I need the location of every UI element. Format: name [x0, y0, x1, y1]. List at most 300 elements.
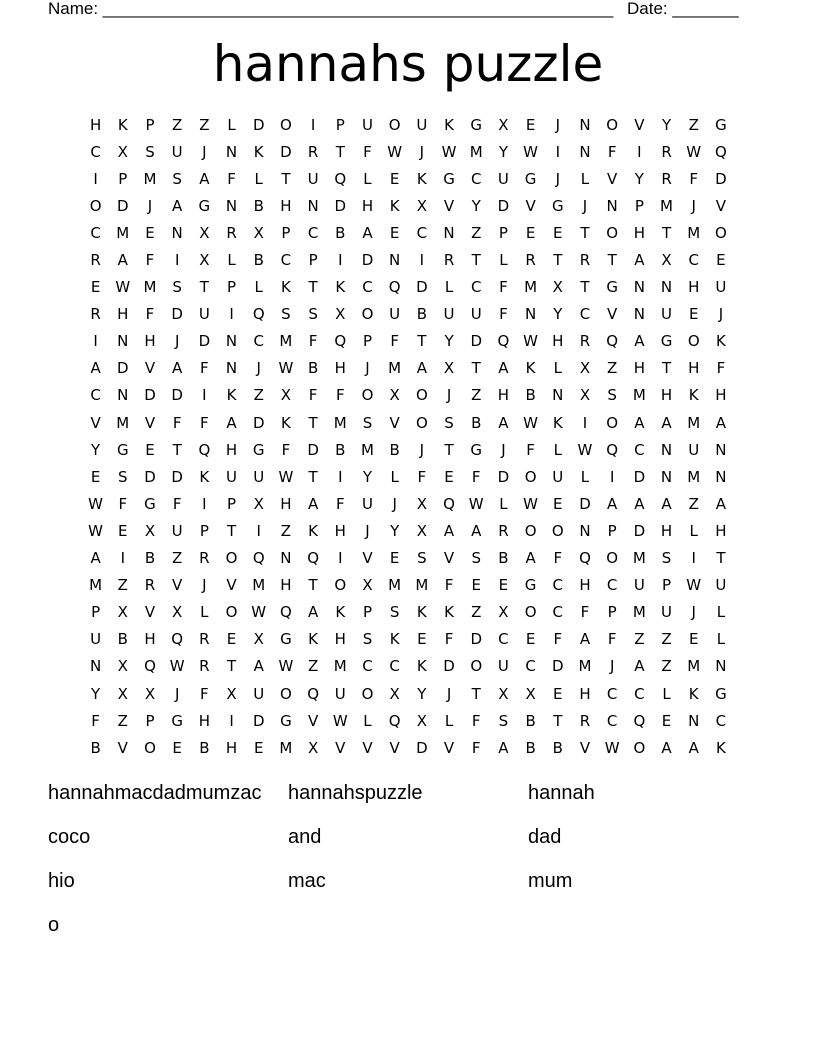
- grid-cell: Z: [307, 657, 319, 676]
- grid-cell: U: [552, 467, 564, 486]
- grid-cell: I: [338, 549, 343, 568]
- grid-cell: S: [661, 549, 672, 568]
- grid-cell: D: [470, 630, 482, 649]
- grid-cell: A: [443, 521, 455, 540]
- grid-cell: Q: [606, 332, 619, 351]
- grid-row: [82, 599, 735, 626]
- grid-cell: K: [308, 630, 319, 649]
- grid-cell: D: [198, 332, 211, 351]
- grid-cell: X: [498, 603, 509, 622]
- grid-cell: G: [524, 169, 537, 188]
- grid-cell: X: [389, 684, 400, 703]
- grid-cell: J: [202, 576, 207, 595]
- grid-cell: C: [525, 657, 536, 676]
- grid-row: [82, 219, 735, 246]
- grid-row: [82, 572, 735, 599]
- grid-cell: G: [715, 115, 727, 134]
- grid-cell: Q: [307, 549, 319, 568]
- grid-cell: C: [606, 711, 618, 730]
- grid-cell: P: [607, 521, 617, 540]
- grid-cell: Z: [607, 359, 618, 378]
- grid-cell: F: [200, 684, 209, 703]
- grid-cell: U: [389, 305, 401, 324]
- grid-cell: P: [335, 115, 345, 134]
- grid-cell: C: [552, 603, 564, 622]
- grid-cell: E: [389, 223, 400, 242]
- grid-cell: S: [362, 630, 373, 649]
- grid-cell: F: [526, 440, 535, 459]
- grid-cell: V: [144, 413, 156, 432]
- grid-cell: R: [579, 251, 591, 270]
- grid-cell: D: [633, 521, 646, 540]
- grid-cell: F: [580, 603, 590, 622]
- grid-cell: X: [117, 684, 128, 703]
- grid-cell: F: [444, 576, 454, 595]
- grid-cell: T: [471, 684, 481, 703]
- grid-cell: E: [253, 738, 264, 757]
- grid-cell: J: [392, 494, 397, 513]
- grid-row: [82, 111, 735, 138]
- grid-cell: C: [579, 305, 591, 324]
- grid-cell: W: [523, 142, 539, 161]
- grid-cell: Y: [471, 196, 481, 215]
- word-list-item: hannah: [528, 782, 595, 804]
- grid-cell: V: [389, 738, 400, 757]
- grid-cell: S: [389, 603, 400, 622]
- grid-cell: N: [606, 196, 618, 215]
- grid-cell: P: [362, 603, 372, 622]
- grid-cell: O: [524, 603, 537, 622]
- grid-cell: A: [226, 413, 237, 432]
- word-list-item: mac: [288, 870, 326, 892]
- grid-cell: E: [145, 223, 155, 242]
- grid-cell: M: [279, 332, 293, 351]
- grid-cell: I: [637, 142, 642, 161]
- grid-cell: B: [335, 440, 346, 459]
- grid-cell: F: [716, 359, 726, 378]
- grid-cell: Z: [117, 576, 128, 595]
- grid-cell: S: [362, 413, 373, 432]
- grid-cell: A: [172, 196, 183, 215]
- grid-cell: W: [251, 603, 267, 622]
- grid-cell: I: [229, 711, 234, 730]
- grid-cell: R: [199, 549, 210, 568]
- grid-cell: I: [202, 494, 207, 513]
- date-field-label: Date: _______: [627, 0, 739, 18]
- grid-cell: K: [444, 603, 454, 622]
- grid-cell: A: [307, 494, 319, 513]
- grid-cell: C: [688, 251, 699, 270]
- grid-cell: X: [199, 223, 210, 242]
- grid-cell: A: [498, 738, 509, 757]
- grid-cell: N: [117, 386, 129, 405]
- grid-cell: M: [524, 278, 538, 297]
- grid-cell: F: [607, 630, 617, 649]
- grid-cell: V: [443, 738, 455, 757]
- grid-cell: H: [688, 278, 700, 297]
- grid-cell: F: [471, 467, 481, 486]
- grid-cell: K: [552, 413, 563, 432]
- grid-row: [82, 165, 735, 192]
- grid-cell: X: [253, 494, 264, 513]
- grid-cell: F: [553, 630, 563, 649]
- grid-row: [82, 463, 735, 490]
- grid-cell: A: [253, 657, 264, 676]
- grid-cell: Z: [172, 115, 183, 134]
- grid-cell: U: [171, 142, 183, 161]
- grid-cell: N: [633, 305, 645, 324]
- grid-cell: S: [308, 305, 318, 324]
- grid-cell: D: [307, 440, 319, 459]
- grid-cell: T: [172, 440, 182, 459]
- grid-cell: S: [172, 169, 182, 188]
- grid-cell: Z: [688, 115, 699, 134]
- grid-cell: I: [338, 467, 343, 486]
- grid-cell: D: [497, 196, 510, 215]
- grid-cell: A: [661, 494, 672, 513]
- grid-cell: Y: [634, 169, 644, 188]
- grid-cell: J: [174, 684, 180, 703]
- grid-cell: U: [661, 305, 673, 324]
- grid-cell: M: [388, 359, 402, 378]
- grid-cell: P: [118, 169, 128, 188]
- word-list: [48, 780, 768, 956]
- word-list-item: and: [288, 826, 322, 848]
- grid-cell: E: [444, 467, 454, 486]
- grid-cell: A: [634, 494, 645, 513]
- grid-cell: N: [225, 142, 238, 161]
- grid-cell: Q: [307, 684, 319, 703]
- grid-cell: B: [307, 359, 319, 378]
- grid-cell: O: [89, 196, 102, 215]
- grid-cell: T: [281, 169, 291, 188]
- grid-cell: D: [579, 494, 591, 513]
- grid-cell: T: [226, 657, 237, 676]
- grid-cell: Y: [498, 142, 508, 161]
- grid-cell: N: [280, 549, 292, 568]
- grid-cell: E: [688, 305, 699, 324]
- grid-cell: G: [144, 494, 156, 513]
- grid-cell: M: [333, 657, 347, 676]
- grid-cell: C: [470, 169, 482, 188]
- grid-cell: Z: [471, 223, 482, 242]
- grid-cell: Z: [661, 630, 672, 649]
- grid-cell: Q: [334, 169, 347, 188]
- grid-cell: G: [116, 440, 129, 459]
- grid-cell: A: [634, 251, 645, 270]
- grid-cell: D: [252, 413, 265, 432]
- grid-cell: W: [278, 657, 294, 676]
- grid-cell: E: [688, 630, 699, 649]
- grid-cell: M: [279, 738, 293, 757]
- grid-cell: M: [89, 576, 103, 595]
- grid-cell: O: [606, 223, 619, 242]
- grid-cell: L: [227, 251, 236, 270]
- grid-cell: X: [498, 115, 509, 134]
- grid-cell: A: [90, 359, 101, 378]
- grid-cell: U: [171, 521, 183, 540]
- grid-cell: Q: [280, 603, 292, 622]
- grid-cell: A: [199, 169, 210, 188]
- grid-cell: F: [308, 386, 318, 405]
- grid-cell: W: [604, 738, 620, 757]
- grid-row: [82, 626, 735, 653]
- grid-cell: E: [172, 738, 182, 757]
- grid-cell: M: [687, 657, 701, 676]
- grid-cell: C: [634, 440, 645, 459]
- grid-cell: T: [199, 278, 209, 297]
- grid-cell: X: [117, 603, 128, 622]
- grid-cell: T: [580, 223, 590, 242]
- grid-cell: W: [387, 142, 403, 161]
- grid-cell: B: [525, 711, 536, 730]
- grid-cell: V: [443, 196, 455, 215]
- grid-row: [82, 328, 735, 355]
- grid-cell: Q: [252, 305, 265, 324]
- grid-cell: H: [715, 521, 727, 540]
- grid-cell: E: [553, 494, 563, 513]
- grid-cell: N: [443, 223, 455, 242]
- grid-cell: I: [419, 251, 425, 270]
- grid-cell: H: [198, 711, 210, 730]
- grid-cell: U: [715, 278, 727, 297]
- grid-cell: X: [144, 521, 156, 540]
- grid-cell: B: [253, 196, 264, 215]
- grid-cell: J: [446, 386, 452, 405]
- grid-cell: K: [416, 657, 427, 676]
- grid-cell: L: [254, 169, 263, 188]
- grid-cell: K: [688, 386, 699, 405]
- grid-cell: Z: [280, 521, 292, 540]
- letter-grid: [82, 111, 735, 761]
- grid-cell: D: [117, 359, 129, 378]
- grid-cell: Z: [634, 630, 645, 649]
- grid-cell: V: [715, 196, 727, 215]
- grid-cell: O: [687, 332, 700, 351]
- grid-cell: J: [256, 359, 261, 378]
- grid-cell: F: [200, 359, 209, 378]
- grid-cell: H: [334, 359, 346, 378]
- grid-cell: R: [579, 711, 591, 730]
- grid-cell: U: [443, 305, 455, 324]
- grid-cell: U: [253, 684, 265, 703]
- grid-cell: W: [169, 657, 185, 676]
- grid-cell: A: [307, 603, 319, 622]
- grid-cell: B: [90, 738, 101, 757]
- grid-cell: T: [308, 576, 318, 595]
- grid-cell: I: [256, 521, 261, 540]
- grid-cell: R: [579, 332, 591, 351]
- grid-cell: H: [688, 359, 700, 378]
- grid-cell: J: [202, 142, 207, 161]
- grid-cell: A: [498, 359, 509, 378]
- grid-cell: D: [470, 332, 482, 351]
- grid-cell: E: [226, 630, 237, 649]
- grid-cell: H: [117, 305, 129, 324]
- grid-cell: W: [115, 278, 131, 297]
- grid-cell: L: [662, 684, 671, 703]
- grid-cell: G: [198, 196, 211, 215]
- grid-cell: A: [525, 549, 536, 568]
- grid-cell: A: [498, 413, 509, 432]
- grid-cell: W: [88, 494, 104, 513]
- grid-cell: D: [715, 169, 727, 188]
- grid-row: [82, 409, 735, 436]
- grid-cell: H: [144, 630, 156, 649]
- grid-cell: E: [90, 467, 101, 486]
- grid-cell: G: [715, 684, 727, 703]
- grid-cell: N: [715, 657, 727, 676]
- grid-cell: H: [633, 359, 645, 378]
- grid-cell: F: [689, 169, 699, 188]
- grid-cell: E: [471, 576, 481, 595]
- grid-cell: J: [365, 521, 370, 540]
- grid-cell: N: [660, 278, 673, 297]
- grid-cell: E: [389, 169, 400, 188]
- grid-cell: X: [117, 142, 128, 161]
- grid-cell: D: [280, 142, 292, 161]
- grid-cell: H: [361, 196, 374, 215]
- grid-cell: F: [172, 494, 182, 513]
- grid-cell: J: [555, 115, 560, 134]
- grid-cell: X: [661, 251, 672, 270]
- grid-cell: Y: [362, 467, 373, 486]
- grid-cell: N: [660, 467, 673, 486]
- grid-cell: X: [253, 223, 264, 242]
- grid-cell: V: [172, 576, 183, 595]
- grid-cell: T: [716, 549, 726, 568]
- grid-cell: C: [362, 657, 373, 676]
- grid-cell: G: [171, 711, 183, 730]
- grid-cell: F: [499, 305, 508, 324]
- grid-cell: C: [715, 711, 727, 730]
- grid-cell: S: [172, 278, 182, 297]
- grid-cell: E: [118, 521, 128, 540]
- grid-cell: F: [281, 440, 291, 459]
- grid-cell: X: [117, 657, 128, 676]
- grid-cell: O: [280, 684, 292, 703]
- grid-cell: V: [335, 738, 346, 757]
- grid-cell: C: [498, 630, 509, 649]
- grid-cell: T: [417, 332, 427, 351]
- grid-cell: T: [553, 251, 563, 270]
- grid-cell: I: [582, 413, 588, 432]
- grid-cell: P: [607, 603, 617, 622]
- grid-cell: B: [471, 413, 482, 432]
- grid-cell: R: [525, 251, 536, 270]
- grid-cell: J: [609, 657, 615, 676]
- grid-cell: X: [307, 738, 319, 757]
- grid-cell: C: [307, 223, 319, 242]
- grid-cell: F: [444, 630, 454, 649]
- grid-cell: O: [361, 305, 374, 324]
- grid-cell: H: [715, 386, 727, 405]
- grid-cell: T: [471, 251, 481, 270]
- grid-cell: E: [716, 251, 726, 270]
- grid-cell: C: [416, 223, 428, 242]
- grid-cell: D: [252, 115, 265, 134]
- grid-cell: Y: [661, 115, 672, 134]
- grid-cell: H: [552, 332, 564, 351]
- grid-cell: A: [715, 413, 727, 432]
- grid-cell: M: [632, 386, 646, 405]
- grid-cell: F: [335, 386, 345, 405]
- grid-cell: A: [362, 223, 373, 242]
- grid-cell: N: [552, 386, 564, 405]
- grid-cell: M: [469, 142, 483, 161]
- grid-cell: F: [91, 711, 100, 730]
- grid-cell: C: [253, 332, 264, 351]
- grid-cell: I: [93, 332, 98, 351]
- grid-cell: P: [662, 576, 672, 595]
- grid-cell: H: [660, 521, 673, 540]
- grid-cell: Q: [252, 549, 265, 568]
- grid-cell: F: [335, 494, 345, 513]
- grid-cell: X: [498, 684, 509, 703]
- grid-cell: U: [497, 657, 509, 676]
- grid-cell: V: [579, 738, 591, 757]
- grid-cell: G: [280, 711, 292, 730]
- grid-cell: M: [687, 223, 701, 242]
- grid-cell: B: [253, 251, 264, 270]
- grid-cell: U: [334, 684, 346, 703]
- grid-cell: D: [171, 305, 183, 324]
- grid-cell: P: [145, 115, 155, 134]
- grid-cell: B: [117, 630, 128, 649]
- grid-cell: W: [468, 494, 484, 513]
- grid-cell: M: [388, 576, 402, 595]
- grid-cell: K: [199, 467, 210, 486]
- grid-cell: Q: [198, 440, 211, 459]
- grid-cell: L: [580, 169, 590, 188]
- grid-cell: W: [523, 413, 539, 432]
- grid-cell: U: [361, 494, 373, 513]
- grid-cell: W: [441, 142, 457, 161]
- grid-cell: U: [715, 576, 727, 595]
- grid-cell: U: [661, 603, 673, 622]
- grid-cell: F: [417, 467, 427, 486]
- grid-cell: T: [308, 467, 318, 486]
- grid-cell: U: [90, 630, 102, 649]
- grid-cell: W: [88, 521, 104, 540]
- grid-cell: I: [609, 467, 615, 486]
- grid-cell: X: [416, 494, 427, 513]
- grid-cell: T: [580, 278, 590, 297]
- grid-cell: Y: [390, 521, 400, 540]
- grid-cell: T: [471, 359, 481, 378]
- grid-cell: F: [363, 142, 372, 161]
- grid-cell: V: [525, 196, 536, 215]
- grid-cell: D: [552, 657, 564, 676]
- grid-cell: E: [525, 223, 536, 242]
- grid-cell: N: [307, 196, 319, 215]
- grid-cell: J: [555, 169, 560, 188]
- grid-cell: L: [689, 521, 698, 540]
- grid-row: [82, 355, 735, 382]
- grid-cell: F: [118, 494, 128, 513]
- grid-cell: J: [691, 196, 696, 215]
- grid-cell: B: [416, 305, 427, 324]
- grid-cell: N: [171, 223, 183, 242]
- grid-cell: S: [471, 549, 481, 568]
- grid-cell: K: [389, 196, 400, 215]
- grid-cell: P: [227, 278, 237, 297]
- grid-cell: P: [634, 196, 644, 215]
- grid-cell: K: [688, 684, 699, 703]
- grid-cell: K: [389, 630, 400, 649]
- grid-cell: N: [225, 332, 238, 351]
- grid-cell: X: [389, 386, 400, 405]
